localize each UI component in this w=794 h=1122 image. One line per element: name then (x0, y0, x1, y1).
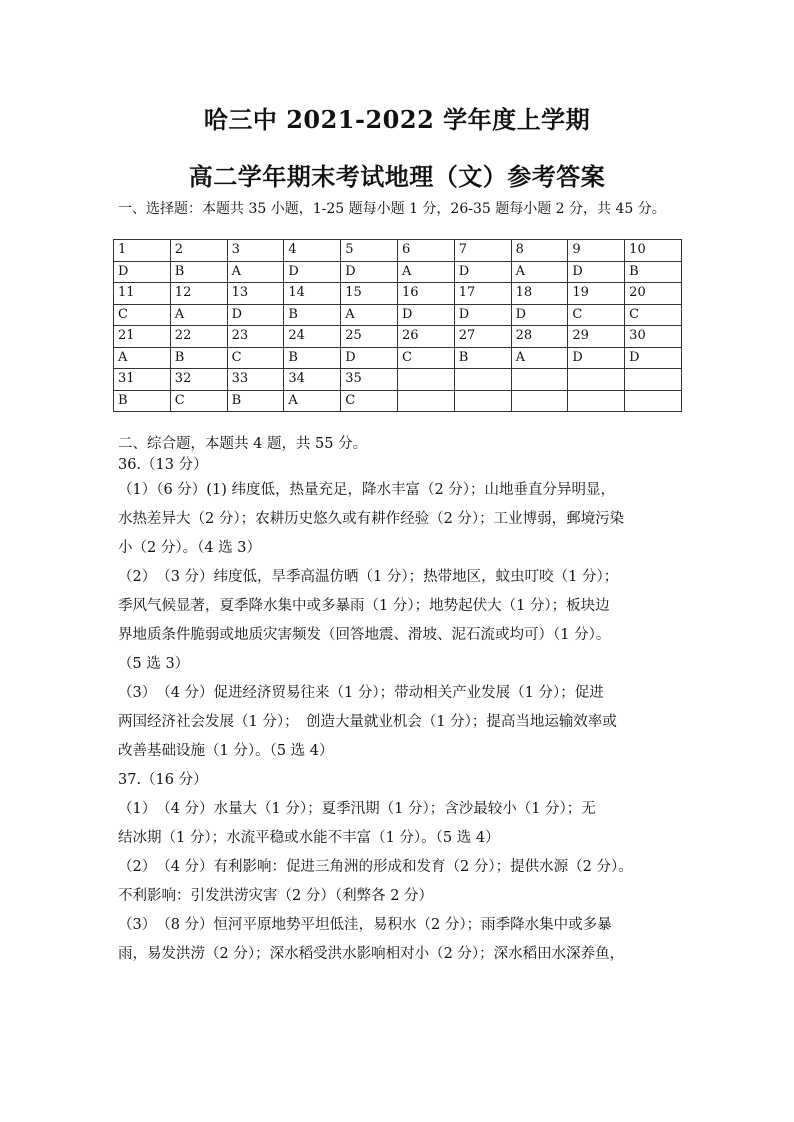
answer-cell: A (511, 261, 568, 283)
question-number-cell: 30 (625, 326, 682, 348)
question-number-cell: 14 (284, 283, 341, 305)
document-title: 哈三中 2021-2022 学年度上学期 (203, 105, 591, 134)
answer-cell: C (227, 347, 284, 369)
question-number-cell: 22 (170, 326, 227, 348)
answer-cell (511, 390, 568, 412)
answer-explanations (118, 434, 680, 969)
text-line: 界地质条件脆弱或地质灾害频发（回答地震、滑坡、泥石流或均可）（1 分）。 (118, 627, 611, 643)
text-line: 不利影响：引发洪涝灾害（2 分）（利弊各 2 分） (118, 888, 434, 904)
answer-cell (454, 390, 511, 412)
answer-cell (625, 390, 682, 412)
question-number-cell: 17 (454, 283, 511, 305)
question-number-cell: 1 (114, 240, 171, 262)
answer-cell: D (114, 261, 171, 283)
question-number-cell: 19 (568, 283, 625, 305)
answer-cell: B (170, 261, 227, 283)
text-line: （3） （4 分）促进经济贸易往来（1 分）；带动相关产业发展（1 分）；促进 (118, 685, 604, 701)
answer-cell: A (341, 304, 398, 326)
text-line: （1） （4 分）水量大（1 分）；夏季汛期（1 分）；含沙最较小（1 分）；无 (118, 801, 596, 817)
text-line: 改善基础设施（1 分）。（5 选 4） (118, 743, 334, 759)
answer-cell: B (454, 347, 511, 369)
question-number-row (114, 326, 682, 348)
question-number-row (114, 369, 682, 391)
answer-cell: B (284, 347, 341, 369)
answer-cell: A (511, 347, 568, 369)
question-number-cell: 32 (170, 369, 227, 391)
question-number-cell: 28 (511, 326, 568, 348)
question-number-cell: 11 (114, 283, 171, 305)
question-number-cell: 25 (341, 326, 398, 348)
question-number-cell (397, 369, 454, 391)
question-number-cell: 21 (114, 326, 171, 348)
text-line: 雨，易发洪涝（2 分）；深水稻受洪水影响相对小（2 分）；深水稻田水深养鱼， (118, 946, 625, 962)
answer-cell: C (568, 304, 625, 326)
question-number-cell: 26 (397, 326, 454, 348)
question-number-cell: 12 (170, 283, 227, 305)
text-line: （1）（6 分）(1) 纬度低，热量充足，降水丰富（2 分）；山地垂直分异明显， (118, 482, 616, 498)
question-number-cell (625, 369, 682, 391)
section-1-heading: 一、选择题：本题共 35 小题，1-25 题每小题 1 分，26-35 题每小题 2 分，共 45 分。 (118, 201, 666, 217)
answer-cell: D (511, 304, 568, 326)
question-number-cell (568, 369, 625, 391)
text-line: 结冰期（1 分）；水流平稳或水能不丰富（1 分）。（5 选 4） (118, 830, 500, 846)
answer-cell: B (625, 261, 682, 283)
question-number-cell: 27 (454, 326, 511, 348)
answer-cell: D (625, 347, 682, 369)
answer-cell: A (227, 261, 284, 283)
answer-cell: D (397, 304, 454, 326)
answer-cell: D (454, 304, 511, 326)
answer-cell: D (227, 304, 284, 326)
answer-cell: D (341, 347, 398, 369)
text-line: （3） （8 分）恒河平原地势平坦低洼，易积水（2 分）；雨季降水集中或多暴 (118, 917, 612, 933)
answer-cell: D (568, 261, 625, 283)
text-line: （2） （4 分）有利影响：促进三角洲的形成和发育（2 分）；提供水源（2 分）。 (118, 859, 633, 875)
answer-cell: C (341, 390, 398, 412)
text-line: 二、综合题，本题共 4 题，共 55 分。 (118, 436, 368, 452)
answer-cell: A (114, 347, 171, 369)
question-number-cell: 8 (511, 240, 568, 262)
answer-cell: C (625, 304, 682, 326)
question-number-cell (454, 369, 511, 391)
answer-row (114, 390, 682, 412)
text-line: （2） （3 分）纬度低，旱季高温仿晒（1 分）；热带地区，蚊虫叮咬（1 分）； (118, 569, 619, 585)
answer-cell (568, 390, 625, 412)
question-number-cell: 33 (227, 369, 284, 391)
question-number-cell: 29 (568, 326, 625, 348)
answer-row (114, 261, 682, 283)
question-number-cell: 3 (227, 240, 284, 262)
question-number-cell: 15 (341, 283, 398, 305)
question-number-row (114, 283, 682, 305)
answer-cell: D (568, 347, 625, 369)
answer-cell: B (114, 390, 171, 412)
question-number-cell: 7 (454, 240, 511, 262)
answer-key-table (113, 239, 682, 412)
question-number-cell: 5 (341, 240, 398, 262)
answer-cell: C (397, 347, 454, 369)
question-number-cell: 10 (625, 240, 682, 262)
question-number-cell: 4 (284, 240, 341, 262)
answer-row (114, 347, 682, 369)
text-line: （5 选 3） (118, 656, 190, 672)
text-line: 季风气候显著，夏季降水集中或多暴雨（1 分）；地势起伏大（1 分）；板块边 (118, 598, 610, 614)
question-number-cell: 31 (114, 369, 171, 391)
question-number-cell: 34 (284, 369, 341, 391)
question-number-cell: 13 (227, 283, 284, 305)
answer-cell (397, 390, 454, 412)
question-number-cell: 24 (284, 326, 341, 348)
question-number-cell (511, 369, 568, 391)
question-number-row (114, 240, 682, 262)
answer-cell: B (170, 347, 227, 369)
question-number-cell: 20 (625, 283, 682, 305)
document-subtitle: 高二学年期末考试地理（文）参考答案 (188, 162, 606, 191)
question-number-cell: 23 (227, 326, 284, 348)
question-number-cell: 9 (568, 240, 625, 262)
text-line: 两国经济社会发展（1 分）； 创造大量就业机会（1 分）；提高当地运输效率或 (118, 714, 617, 730)
answer-cell: C (170, 390, 227, 412)
question-number-cell: 35 (341, 369, 398, 391)
question-number-cell: 6 (397, 240, 454, 262)
answer-cell: A (397, 261, 454, 283)
answer-cell: B (284, 304, 341, 326)
text-line: 小（2 分）。（4 选 3） (118, 540, 262, 556)
answer-cell: D (341, 261, 398, 283)
question-number-cell: 18 (511, 283, 568, 305)
answer-cell: B (227, 390, 284, 412)
text-line: 36.（13 分） (118, 457, 208, 473)
answer-row (114, 304, 682, 326)
question-number-cell: 2 (170, 240, 227, 262)
answer-cell: D (284, 261, 341, 283)
answer-cell: C (114, 304, 171, 326)
text-line: 37.（16 分） (118, 772, 208, 788)
answer-cell: D (454, 261, 511, 283)
question-number-cell: 16 (397, 283, 454, 305)
answer-cell: A (170, 304, 227, 326)
text-line: 水热差异大（2 分）；农耕历史悠久或有耕作经验（2 分）；工业博弱，郵境污染 (118, 511, 625, 527)
answer-cell: A (284, 390, 341, 412)
